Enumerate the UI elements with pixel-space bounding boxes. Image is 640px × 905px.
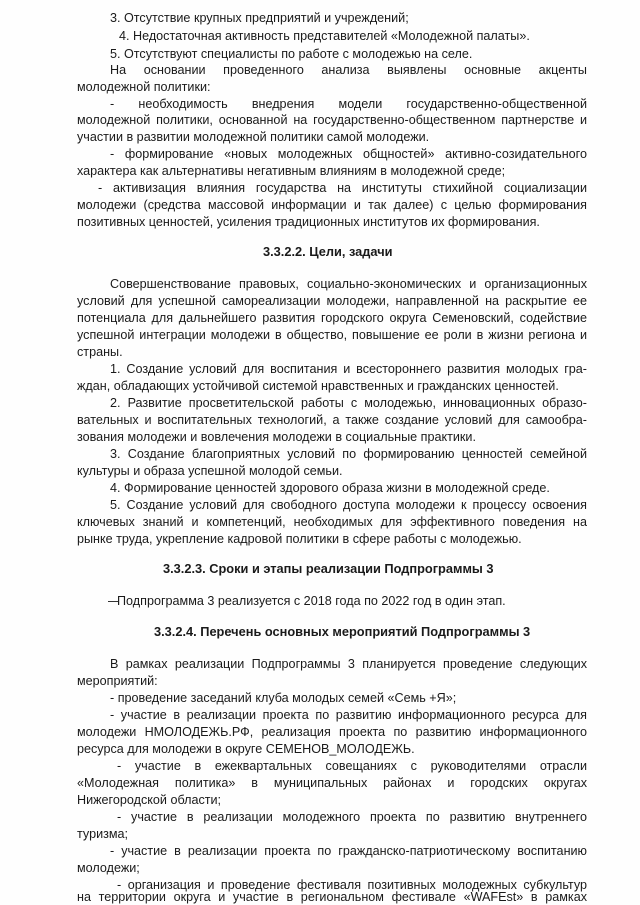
measures-bullet: - участие в ежеквартальных совещаниях с руководителями отрасли	[117, 759, 587, 773]
analysis-bullet-line: участии в развитии молодежной политики самой молодежи.	[77, 130, 430, 144]
analysis-bullet-line: молодежной политики, основанной на государственно-общественном партнерстве и	[77, 113, 587, 127]
analysis-line: На основании проведенного анализа выявлены основные акценты	[110, 63, 587, 77]
analysis-line: молодежной политики:	[77, 80, 211, 94]
measures-bullet: «Молодежная политика» в муниципальных районах и городских округах	[77, 776, 587, 790]
goals-line: условий для успешной самореализации молодежи, направленной на раскрытие ее	[77, 294, 587, 308]
analysis-bullet-line: - активизация влияния государства на институты стихийной социализации	[98, 181, 587, 195]
analysis-bullet-line: - формирование «новых молодежных общностей» активно-созидательного	[110, 147, 587, 161]
timeline-text: Подпрограмма 3 реализуется с 2018 года по 2022 год в один этап.	[117, 594, 506, 608]
analysis-bullet-line: молодежи (средства массовой информации и так далее) с целью формирования	[77, 198, 587, 212]
goals-line: Совершенствование правовых, социально-экономических и организационных	[110, 277, 587, 291]
measures-line: мероприятий:	[77, 674, 158, 688]
measures-bullet: молодежи НМОЛОДЕЖЬ.РФ, реализация проекта по развитию информационного	[77, 725, 587, 739]
goals-line: 4. Формирование ценностей здорового образа жизни в молодежной среде.	[110, 481, 550, 495]
goals-line: 3. Создание благоприятных условий по формированию ценностей семейной	[110, 447, 587, 461]
analysis-bullet-line: позитивных ценностей, усиления традиционных институтов их формирования.	[77, 215, 540, 229]
goals-line: ждан, обладающих устойчивой системой нравственных и гражданских ценностей.	[77, 379, 559, 393]
measures-bullet: Нижегородской области;	[77, 793, 222, 807]
goals-line: потенциала для дальнейшего развития городского округа Семеновский, содействие	[77, 311, 587, 325]
goals-line: 5. Создание условий для свободного доступа молодежи к процессу освоения	[110, 498, 587, 512]
section-heading-measures: 3.3.2.4. Перечень основных мероприятий Подпрограммы 3	[154, 624, 531, 639]
measures-bullet: молодежи;	[77, 861, 140, 875]
goals-line: ключевых знаний и компетенций, необходимых для эффективного поведения на	[77, 515, 587, 529]
measures-bullet: - участие в реализации молодежного проекта по развитию внутреннего	[117, 810, 587, 824]
goals-line: вательных и воспитательных технологий, а также создание условий для самообра-	[77, 413, 587, 427]
list-item-5: 5. Отсутствуют специалисты по работе с молодежью на селе.	[110, 47, 473, 61]
measures-bullet: - проведение заседаний клуба молодых семей «Семь +Я»;	[110, 691, 457, 705]
goals-line: страны.	[77, 345, 123, 359]
goals-line: культуры и образа успешной молодой семьи.	[77, 464, 343, 478]
goals-line: рынке труда, укрепление кадровой политики в сфере работы с молодежью.	[77, 532, 522, 546]
measures-bullet: туризма;	[77, 827, 129, 841]
list-item-3: 3. Отсутствие крупных предприятий и учреждений;	[110, 11, 409, 25]
goals-line: успешной интеграции молодежи в общество, повышение ее роли в жизни региона и	[77, 328, 587, 342]
analysis-bullet-line: характера как альтернативы негативным влияниям в молодежной среде;	[77, 164, 506, 178]
measures-bullet: - участие в реализации проекта по гражданско-патриотическому воспитанию	[110, 844, 587, 858]
measures-bullet: на территории округа и участие в региональном фестивале «WAFEst» в рамках	[77, 890, 587, 904]
section-heading-timeline: 3.3.2.3. Сроки и этапы реализации Подпрограммы 3	[163, 561, 494, 576]
goals-line: 2. Развитие просветительской работы с молодежью, инновационных образо-	[110, 396, 587, 410]
analysis-bullet-line: - необходимость внедрения модели государственно-общественной	[110, 97, 587, 111]
measures-bullet: ресурса для молодежи в округе СЕМЕНОВ_МОЛОДЕЖЬ.	[77, 742, 415, 756]
measures-bullet: - участие в реализации проекта по развитию информационного ресурса для	[110, 708, 587, 722]
section-heading-goals: 3.3.2.2. Цели, задачи	[263, 244, 393, 259]
goals-line: зования молодежи и вовлечения молодежи в социальные практики.	[77, 430, 476, 444]
measures-line: В рамках реализации Подпрограммы 3 планируется проведение следующих	[110, 657, 587, 671]
goals-line: 1. Создание условий для воспитания и всестороннего развития молодых гра-	[110, 362, 587, 376]
measures-bullet: - организация и проведение фестиваля позитивных молодежных субкультур	[117, 878, 587, 892]
list-item-4: 4. Недостаточная активность представителей «Молодежной палаты».	[119, 29, 530, 43]
